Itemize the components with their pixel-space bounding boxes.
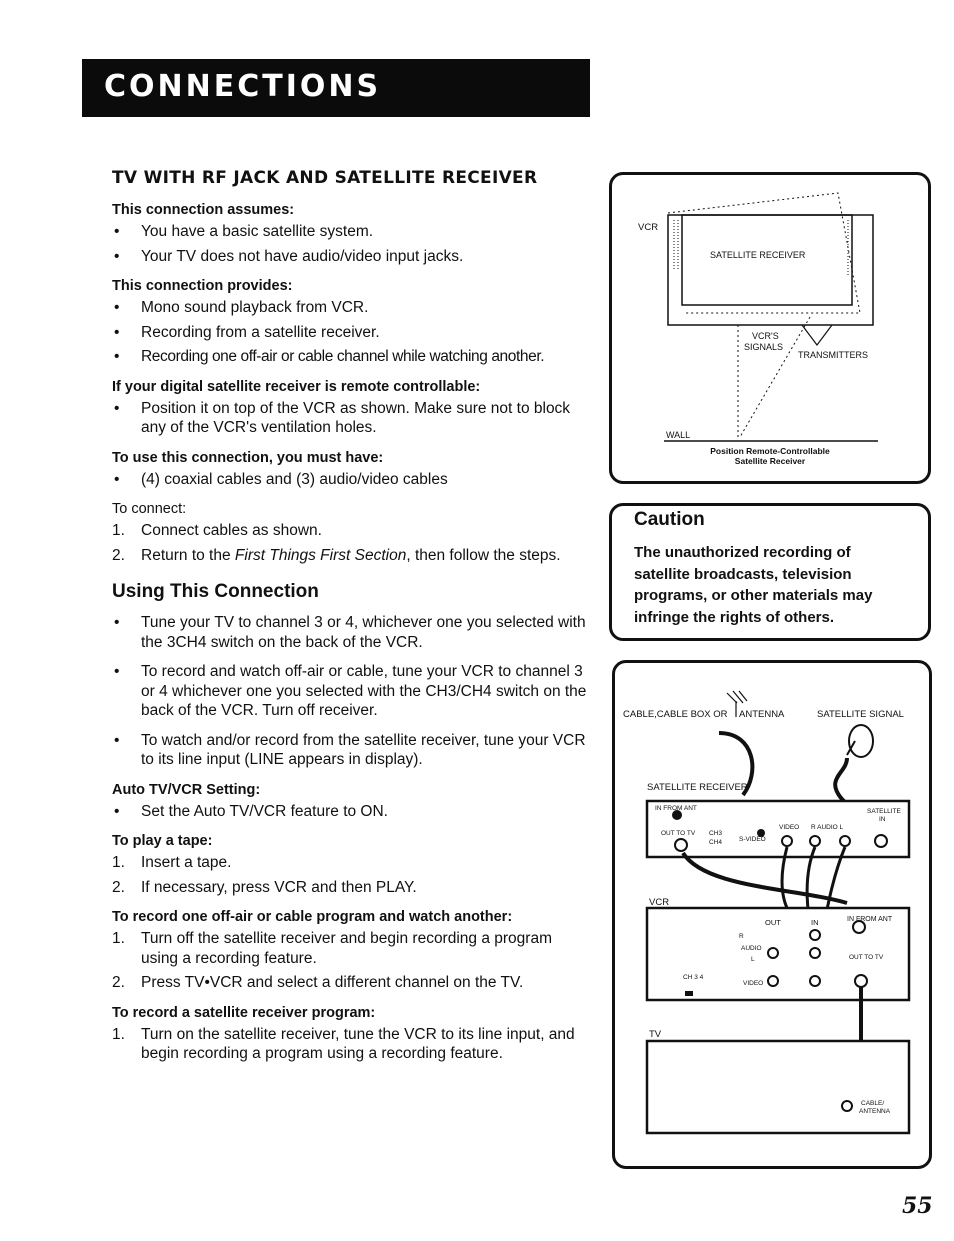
bullet: • xyxy=(114,348,120,365)
connection-diagram xyxy=(615,663,929,1166)
auto-list xyxy=(112,802,592,822)
list-item: • (4) coaxial cables and (3) audio/video cables xyxy=(114,470,448,488)
provides-list xyxy=(112,298,592,367)
ch3-label: CH3 xyxy=(709,830,723,837)
record-sat-heading: To record a satellite receiver program: xyxy=(112,1004,376,1021)
tv-label: TV xyxy=(649,1029,662,1040)
record-one-list xyxy=(112,929,592,993)
video-label: VIDEO xyxy=(779,824,800,831)
audio-label: R AUDIO L xyxy=(811,824,844,831)
play-heading: To play a tape: xyxy=(112,833,213,849)
list-item: • Tune your TV to channel 3 or 4, whichever one you selected with the 3CH4 switch on the back of the VCR. xyxy=(114,614,586,651)
satellite-receiver-label: SATELLITE RECEIVER xyxy=(710,250,806,260)
ch34-label: CH 3 4 xyxy=(683,974,704,981)
list-item: • To watch and/or record from the satellite receiver, tune your VCR to its line input (LINE appears in display). xyxy=(114,731,586,768)
remote-heading: If your digital satellite receiver is remote controllable: xyxy=(112,378,481,395)
rf-cable xyxy=(683,853,847,903)
satellite-signal-label: SATELLITE SIGNAL xyxy=(817,709,904,720)
out-to-tv-label: OUT TO TV xyxy=(661,830,696,837)
assumes-list xyxy=(112,222,592,266)
to-connect-list xyxy=(112,521,592,565)
bullet: • xyxy=(114,399,120,417)
connection-figure xyxy=(612,660,932,1169)
must-have-list xyxy=(112,470,592,490)
r-label: R xyxy=(739,933,744,940)
record-one-heading: To record one off-air or cable program and watch another: xyxy=(112,909,513,925)
list-item: • Recording one off-air or cable channel while watching another. xyxy=(114,348,545,365)
placement-diagram xyxy=(612,175,928,481)
remote-list xyxy=(112,399,592,438)
vcr-outline xyxy=(668,215,873,325)
vcrs-label: VCR'S xyxy=(752,331,779,341)
cable-antenna-label-2: ANTENNA xyxy=(859,1108,891,1115)
ch-switch-icon xyxy=(685,991,693,996)
list-item: • To record and watch off-air or cable, tune your VCR to channel 3 or 4 whichever one you selected with the CH3/CH4 switch on the back of the VCR. Turn off receiver. xyxy=(114,663,587,719)
figure-caption-line1: Position Remote-Controllable xyxy=(710,446,830,456)
section-title: TV WITH RF JACK AND SATELLITE RECEIVER xyxy=(112,168,538,188)
in-from-ant-label: IN FROM ANT xyxy=(655,805,697,812)
caution-body: The unauthorized recording of satellite broadcasts, television programs, or other materials may infringe the rights of others. xyxy=(634,544,873,626)
vcr-in-from-ant-label: IN FROM ANT xyxy=(847,916,893,923)
bullet: • xyxy=(114,663,120,680)
bullet: • xyxy=(114,299,120,316)
bullet: • xyxy=(114,614,120,631)
ch4-label: CH4 xyxy=(709,839,723,846)
bullet: • xyxy=(114,223,120,240)
header-bar xyxy=(82,59,590,117)
list-item: 2. Return to the First Things First Section, then follow the steps. xyxy=(112,546,561,564)
in-label: IN xyxy=(811,918,819,927)
l-label: L xyxy=(751,956,755,963)
list-item: 2. If necessary, press VCR and then PLAY. xyxy=(112,878,417,896)
list-item: • Your TV does not have audio/video input jacks. xyxy=(114,247,464,265)
receiver-outline xyxy=(682,215,852,305)
out-label: OUT xyxy=(765,918,781,927)
svideo-label: S-VIDEO xyxy=(739,836,766,843)
left-column xyxy=(112,168,592,1069)
list-item: 1. Turn off the satellite receiver and begin recording a program using a recording feature. xyxy=(112,930,552,967)
signals-label: SIGNALS xyxy=(744,342,784,352)
bullet: • xyxy=(114,247,120,265)
using-title: Using This Connection xyxy=(112,581,319,602)
antenna-label: ANTENNA xyxy=(739,709,785,720)
transmitters-label: TRANSMITTERS xyxy=(798,350,869,360)
antenna-symbol xyxy=(727,691,747,703)
vcr-out-to-tv-label: OUT TO TV xyxy=(849,954,884,961)
list-item: • You have a basic satellite system. xyxy=(114,223,374,240)
play-list xyxy=(112,853,592,897)
satellite-dish xyxy=(849,725,873,757)
bullet: • xyxy=(114,802,120,820)
transmitter-arrow xyxy=(802,325,832,345)
wall-label: WALL xyxy=(666,430,691,440)
satellite-in-label: SATELLITE xyxy=(867,808,901,815)
list-item: 2. Press TV•VCR and select a different channel on the TV. xyxy=(112,974,524,991)
vcr-label: VCR xyxy=(638,222,659,233)
list-item: • Set the Auto TV/VCR feature to ON. xyxy=(114,802,388,820)
page-header-title: CONNECTIONS xyxy=(104,69,382,104)
satellite-receiver-label: SATELLITE RECEIVER xyxy=(647,782,748,793)
using-list xyxy=(112,613,592,770)
record-sat-list xyxy=(112,1025,592,1064)
caution-title: Caution xyxy=(634,509,705,530)
must-have-heading: To use this connection, you must have: xyxy=(112,449,384,466)
figure-caption-line2: Satellite Receiver xyxy=(734,456,806,466)
satellite-in-label-2: IN xyxy=(879,816,886,823)
tv-box xyxy=(647,1041,909,1133)
list-item: • Mono sound playback from VCR. xyxy=(114,299,369,316)
cable-box-label: CABLE,CABLE BOX OR xyxy=(623,709,728,720)
vcr-label: VCR xyxy=(649,897,670,908)
list-item: • Position it on top of the VCR as shown. Make sure not to block any of the VCR's ventilation holes. xyxy=(114,399,571,436)
list-item: 1. Turn on the satellite receiver, tune the VCR to its line input, and begin recording a program using a recording feature. xyxy=(112,1025,575,1062)
bullet: • xyxy=(114,323,120,341)
auto-heading: Auto TV/VCR Setting: xyxy=(112,781,261,798)
cable-antenna-label: CABLE/ xyxy=(861,1100,885,1107)
list-item: 1. Insert a tape. xyxy=(112,854,232,871)
list-item: 1. Connect cables as shown. xyxy=(112,522,322,539)
to-connect-heading: To connect: xyxy=(112,501,187,517)
page-number: 55 xyxy=(902,1193,933,1219)
assumes-heading: This connection assumes: xyxy=(112,202,295,218)
vcr-video-label: VIDEO xyxy=(743,980,764,987)
placement-figure xyxy=(609,172,931,484)
caution-box xyxy=(609,503,931,641)
provides-heading: This connection provides: xyxy=(112,278,293,294)
list-item: • Recording from a satellite receiver. xyxy=(114,323,380,341)
audio-vcr-label: AUDIO xyxy=(741,945,762,952)
bullet: • xyxy=(114,731,120,749)
bullet: • xyxy=(114,470,120,488)
